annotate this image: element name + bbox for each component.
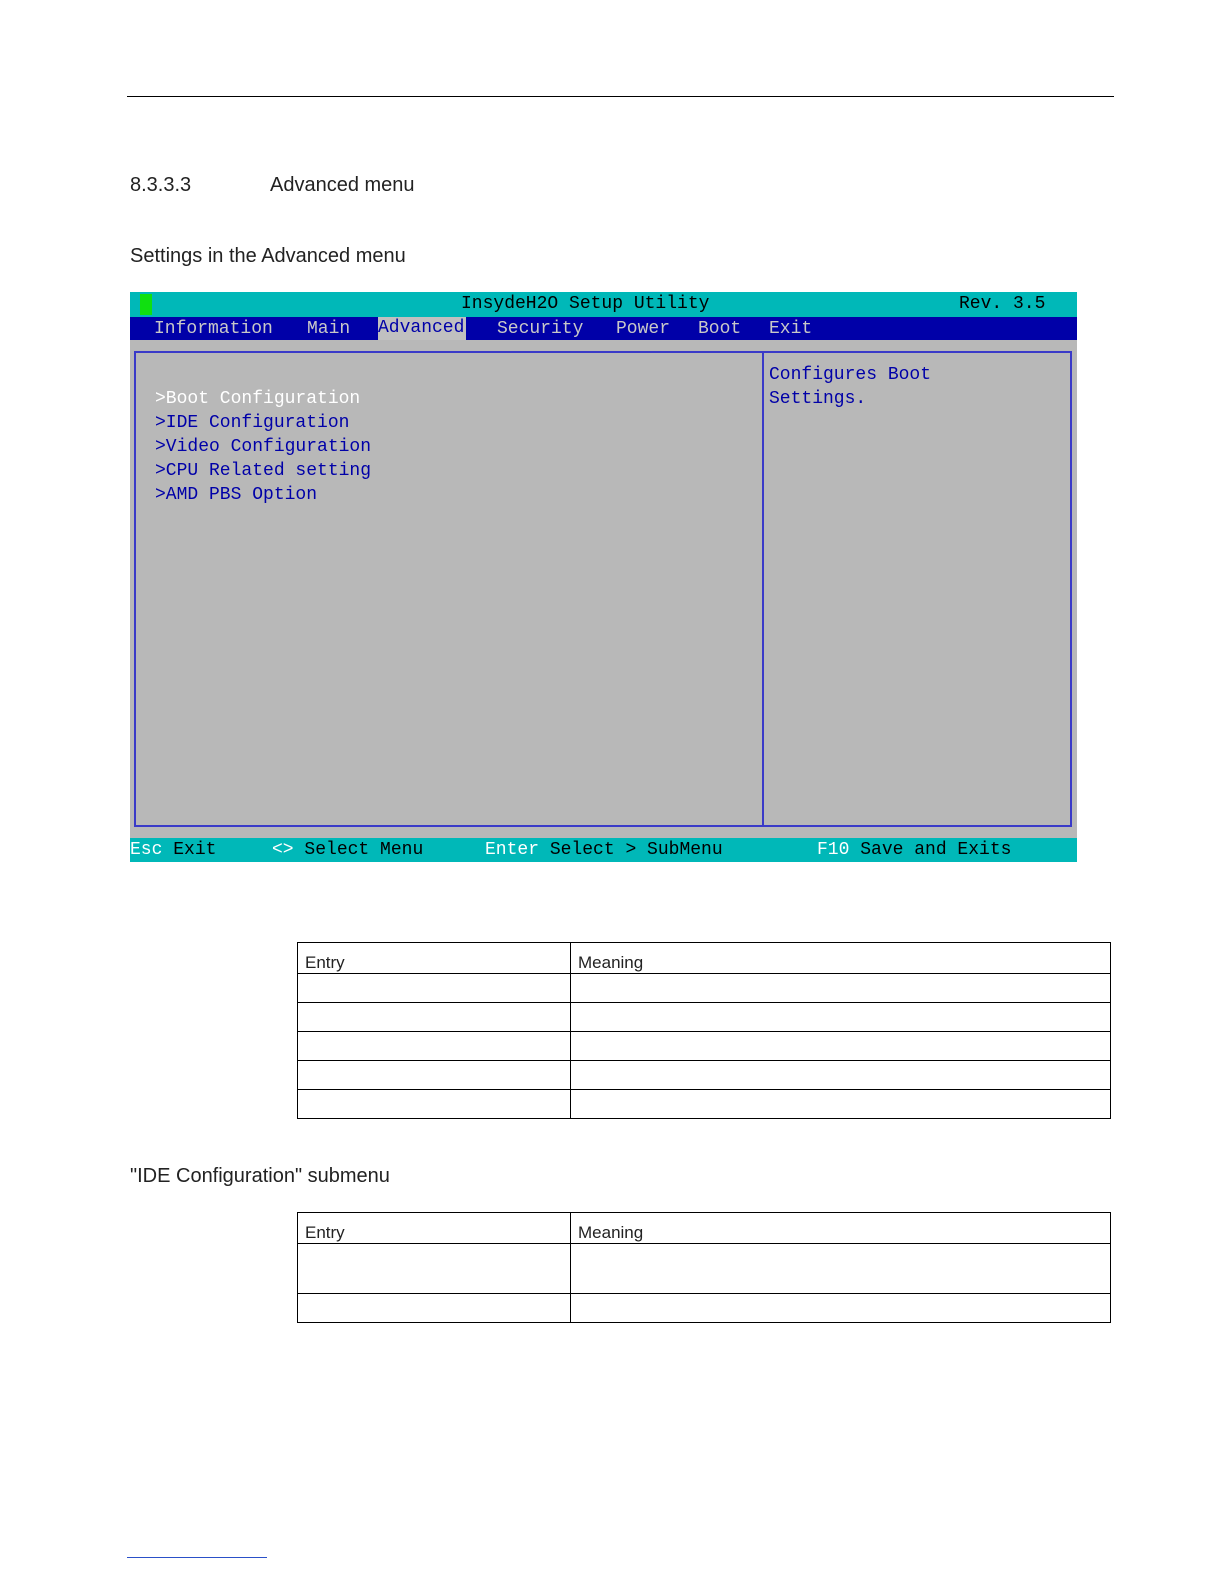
table-row (298, 1061, 1111, 1090)
menu-advanced[interactable]: Advanced (378, 318, 465, 338)
help-pane (762, 351, 1072, 827)
options-pane (134, 351, 764, 827)
item-cpu-related-setting[interactable]: >CPU Related setting (155, 461, 372, 481)
help-text-line: Configures Boot (769, 365, 932, 385)
section-heading (130, 174, 415, 197)
ide-entries-table (297, 1212, 1111, 1323)
cursor-block (140, 294, 152, 315)
table-row (298, 1032, 1111, 1061)
header-entry: Entry (298, 1213, 571, 1244)
table-row (298, 1244, 1111, 1294)
table-header-row (298, 943, 1111, 974)
item-amd-pbs-option[interactable]: >AMD PBS Option (155, 485, 318, 505)
item-ide-configuration[interactable]: >IDE Configuration (155, 413, 350, 433)
footer-rule (127, 1557, 267, 1558)
menu-power[interactable]: Power (616, 319, 671, 339)
header-rule (127, 96, 1114, 97)
bios-title-bar (130, 292, 1077, 317)
menu-security[interactable]: Security (497, 319, 584, 339)
table-header-row (298, 1213, 1111, 1244)
header-meaning: Meaning (571, 1213, 1111, 1244)
table-row (298, 974, 1111, 1003)
menu-boot[interactable]: Boot (698, 319, 742, 339)
table-row (298, 1090, 1111, 1119)
settings-caption: Settings in the Advanced menu (130, 245, 406, 267)
bios-screen (130, 292, 1077, 862)
footer-key-enter: Enter Select > SubMenu (485, 840, 723, 860)
footer-key-arrows: <> Select Menu (272, 840, 424, 860)
help-text-line: Settings. (769, 389, 867, 409)
header-meaning: Meaning (571, 943, 1111, 974)
advanced-entries-table (297, 942, 1111, 1119)
section-number: 8.3.3.3 (130, 174, 192, 196)
bios-menu-bar (130, 317, 1077, 340)
footer-key-esc: Esc Exit (130, 840, 217, 860)
bios-footer (130, 838, 1077, 862)
table-row (298, 1294, 1111, 1323)
menu-information[interactable]: Information (154, 319, 273, 339)
item-video-configuration[interactable]: >Video Configuration (155, 437, 372, 457)
footer-key-f10: F10 Save and Exits (817, 840, 1012, 860)
item-boot-configuration[interactable]: >Boot Configuration (155, 389, 361, 409)
menu-main[interactable]: Main (307, 319, 351, 339)
menu-exit[interactable]: Exit (769, 319, 813, 339)
ide-caption: "IDE Configuration" submenu (130, 1165, 390, 1187)
bios-body (130, 340, 1077, 838)
bios-revision: Rev. 3.5 (959, 294, 1046, 314)
header-entry: Entry (298, 943, 571, 974)
table-row (298, 1003, 1111, 1032)
section-title: Advanced menu (270, 174, 415, 196)
bios-title: InsydeH2O Setup Utility (461, 294, 710, 314)
